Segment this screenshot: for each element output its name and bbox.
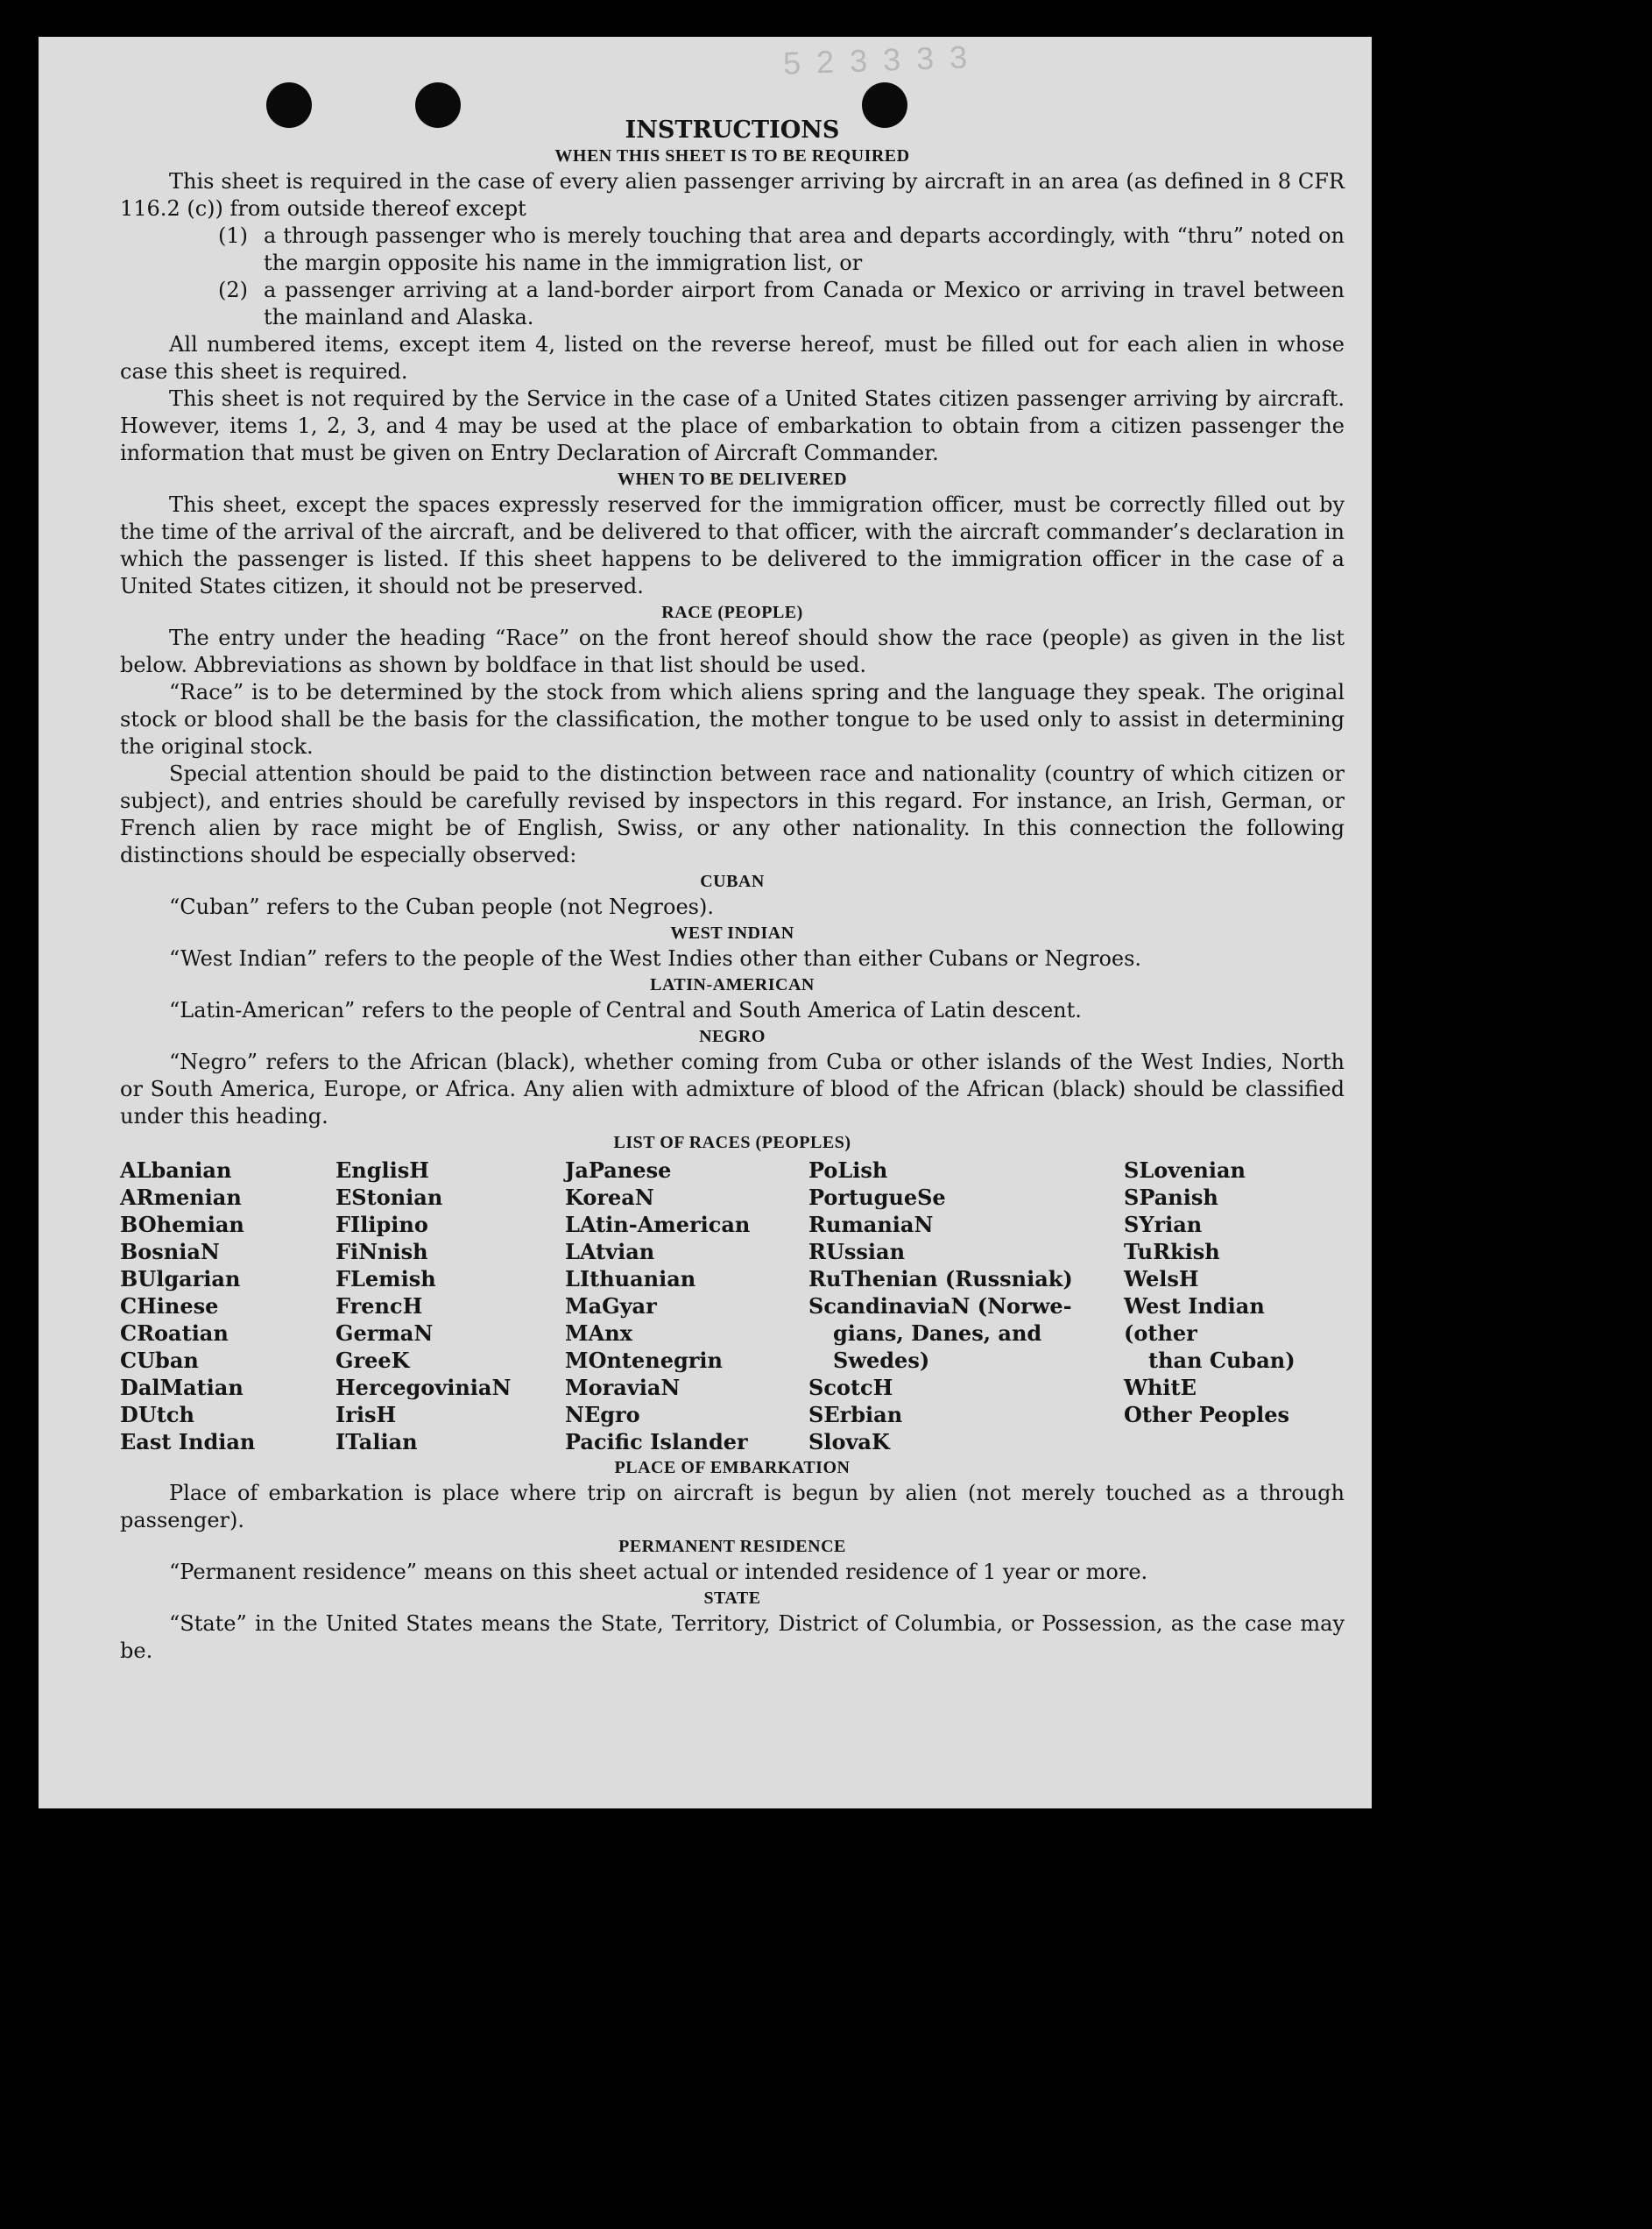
- race-item: RUssian: [808, 1239, 906, 1264]
- section-heading: STATE: [703, 1589, 761, 1608]
- stamp-number: 5 2 3 3 3 3: [782, 39, 971, 81]
- race-item: Other Peoples: [1124, 1402, 1290, 1427]
- race-item: ScandinaviaN (Norwe-: [808, 1293, 1072, 1319]
- item-text: a passenger arriving at a land-border airport from Canada or Mexico or arriving in travel between the mainland and Alaska.: [264, 278, 1345, 329]
- item-number: (1): [218, 223, 248, 248]
- race-item: ITalian: [335, 1429, 418, 1454]
- race-item: FiNnish: [335, 1239, 428, 1264]
- paragraph: “West Indian” refers to the people of the West Indies other than either Cubans or Negroes.: [169, 946, 1142, 971]
- race-item: BOhemian: [120, 1212, 244, 1237]
- race-item: CRoatian: [120, 1320, 229, 1346]
- race-item: Pacific Islander: [565, 1429, 748, 1454]
- race-item: MOntenegrin: [565, 1348, 723, 1373]
- race-item: HercegoviniaN: [335, 1375, 512, 1400]
- race-item: MaGyar: [565, 1293, 657, 1319]
- race-item: East Indian: [120, 1429, 256, 1454]
- race-item: LAtvian: [565, 1239, 655, 1264]
- race-item: MoraviaN: [565, 1375, 681, 1400]
- race-item: BUlgarian: [120, 1266, 241, 1291]
- race-column: [565, 1157, 808, 1455]
- paragraph: “Race” is to be determined by the stock from which aliens spring and the language they speak. The original stock or blood shall be the basis for the classification, the mother tongue to be used only to assist in determining the original stock.: [120, 680, 1345, 759]
- race-item: SPanish: [1124, 1185, 1218, 1210]
- race-item: NEgro: [565, 1402, 640, 1427]
- section-heading: WHEN TO BE DELIVERED: [617, 470, 848, 489]
- list-item: [120, 277, 1345, 331]
- paragraph: The entry under the heading “Race” on the front hereof should show the race (people) as given in the list below. Abbreviations as shown by boldface in that list should be used.: [120, 626, 1345, 677]
- race-item: LIthuanian: [565, 1266, 696, 1291]
- race-item: RumaniaN: [808, 1212, 934, 1237]
- race-item: DUtch: [120, 1402, 194, 1427]
- section-heading: LIST OF RACES (PEOPLES): [613, 1133, 851, 1152]
- race-item: ScotcH: [808, 1375, 893, 1400]
- race-item: GreeK: [335, 1348, 410, 1373]
- list-item: [120, 223, 1345, 277]
- race-item: PortugueSe: [808, 1185, 946, 1210]
- section-heading: NEGRO: [699, 1027, 766, 1046]
- race-item: SlovaK: [808, 1429, 890, 1454]
- race-item: SLovenian: [1124, 1157, 1246, 1183]
- race-item: JaPanese: [565, 1157, 672, 1183]
- paragraph: Special attention should be paid to the distinction between race and nationality (country of which citizen or subject), and entries should be carefully revised by inspectors in this regard. For instance, an Irish, German, or French alien by race might be of English, Swiss, or any other nationality. In this connection the following distinctions should be especially observed:: [120, 761, 1345, 867]
- section-heading: PERMANENT RESIDENCE: [618, 1537, 846, 1556]
- instructions-body: [120, 116, 1345, 1665]
- paragraph: Place of embarkation is place where trip on aircraft is begun by alien (not merely touched as a through passenger).: [120, 1481, 1345, 1532]
- page-title: INSTRUCTIONS: [625, 117, 840, 144]
- race-item: DalMatian: [120, 1375, 244, 1400]
- race-item: WhitE: [1124, 1375, 1197, 1400]
- section-heading: RACE (PEOPLE): [661, 603, 803, 622]
- race-item: KoreaN: [565, 1185, 654, 1210]
- race-column: [120, 1157, 335, 1455]
- paragraph: This sheet is required in the case of every alien passenger arriving by aircraft in an area (as defined in 8 CFR 116.2 (c)) from outside thereof except: [120, 169, 1345, 221]
- document-sheet: [39, 37, 1372, 1808]
- race-column: [808, 1157, 1124, 1455]
- section-heading: LATIN-AMERICAN: [650, 975, 815, 994]
- race-item: SYrian: [1124, 1212, 1203, 1237]
- item-number: (2): [218, 278, 248, 302]
- race-item: LAtin-American: [565, 1212, 751, 1237]
- race-item: EStonian: [335, 1185, 443, 1210]
- race-item: Swedes): [833, 1348, 930, 1373]
- race-column: [335, 1157, 565, 1455]
- race-item: MAnx: [565, 1320, 632, 1346]
- race-item: IrisH: [335, 1402, 397, 1427]
- race-item: CUban: [120, 1348, 199, 1373]
- race-item: WelsH: [1124, 1266, 1199, 1291]
- race-item: PoLish: [808, 1157, 888, 1183]
- paragraph: “State” in the United States means the State, Territory, District of Columbia, or Possession, as the case may be.: [120, 1611, 1345, 1663]
- race-item: EnglisH: [335, 1157, 429, 1183]
- race-item: GermaN: [335, 1320, 434, 1346]
- race-list: [120, 1157, 1345, 1455]
- paragraph: This sheet is not required by the Service in the case of a United States citizen passenger arriving by aircraft. However, items 1, 2, 3, and 4 may be used at the place of embarkation to obtain from a citizen passenger the information that must be given on Entry Declaration of Aircraft Commander.: [120, 386, 1345, 465]
- race-item: BosniaN: [120, 1239, 220, 1264]
- race-item: SErbian: [808, 1402, 903, 1427]
- race-item: gians, Danes, and: [833, 1320, 1042, 1346]
- race-item: FLemish: [335, 1266, 436, 1291]
- section-heading: WEST INDIAN: [670, 923, 794, 943]
- race-column: [1124, 1157, 1345, 1455]
- race-item: ALbanian: [120, 1157, 232, 1183]
- paragraph: “Permanent residence” means on this sheet actual or intended residence of 1 year or more.: [169, 1560, 1148, 1584]
- paragraph: “Negro” refers to the African (black), whether coming from Cuba or other islands of the West Indies, North or South America, Europe, or Africa. Any alien with admixture of blood of the African (black) should be classified under this heading.: [120, 1050, 1345, 1129]
- section-heading: PLACE OF EMBARKATION: [614, 1458, 851, 1477]
- race-item: FIlipino: [335, 1212, 428, 1237]
- race-item: RuThenian (Russniak): [808, 1266, 1073, 1291]
- race-item: West Indian (other: [1124, 1293, 1265, 1346]
- race-item: TuRkish: [1124, 1239, 1220, 1264]
- race-item: FrencH: [335, 1293, 423, 1319]
- paragraph: “Latin-American” refers to the people of Central and South America of Latin descent.: [169, 998, 1082, 1023]
- race-item: CHinese: [120, 1293, 219, 1319]
- race-item: than Cuban): [1148, 1348, 1295, 1373]
- paragraph: “Cuban” refers to the Cuban people (not Negroes).: [169, 895, 714, 919]
- item-text: a through passenger who is merely touching that area and departs accordingly, with “thru” noted on the margin opposite his name in the immigration list, or: [264, 223, 1345, 275]
- paragraph: This sheet, except the spaces expressly reserved for the immigration officer, must be correctly filled out by the time of the arrival of the aircraft, and be delivered to that officer, with the aircraft commander’s declaration in which the passenger is listed. If this sheet happens to be delivered to the immigration officer in the case of a United States citizen, it should not be preserved.: [120, 492, 1345, 598]
- section-heading: WHEN THIS SHEET IS TO BE REQUIRED: [554, 146, 910, 166]
- paragraph: All numbered items, except item 4, listed on the reverse hereof, must be filled out for each alien in whose case this sheet is required.: [120, 332, 1345, 384]
- section-heading: CUBAN: [700, 872, 765, 891]
- race-item: ARmenian: [120, 1185, 242, 1210]
